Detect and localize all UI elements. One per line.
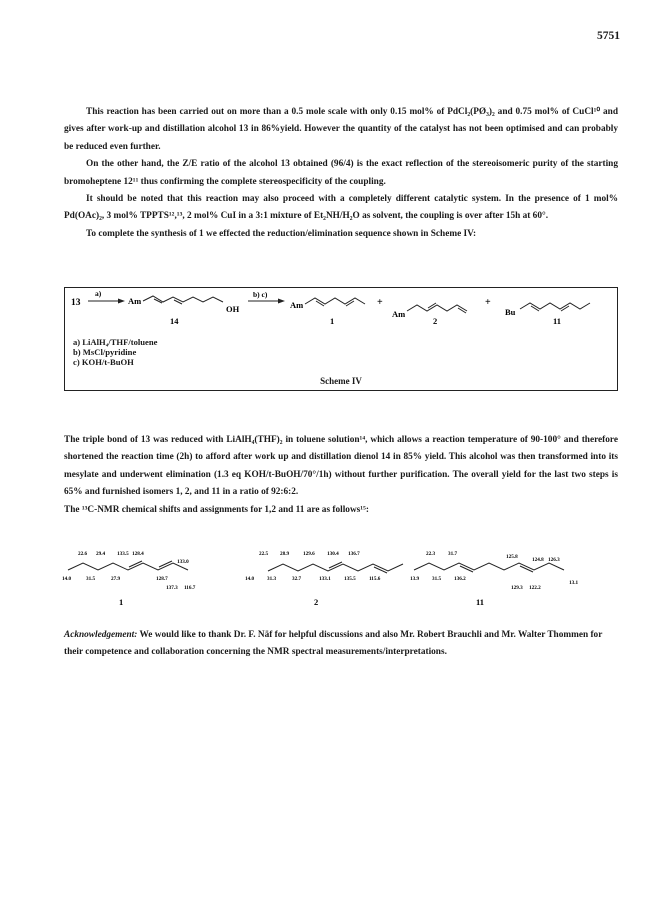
nmr-11-shift-top-4: 124.8 xyxy=(532,557,544,563)
nmr-2-shift-bottom-5: 135.5 xyxy=(344,576,356,582)
arrow-a-head xyxy=(118,299,125,304)
nmr-11-shift-top-2: 31.7 xyxy=(448,551,458,557)
am-label-2: Am xyxy=(392,309,406,319)
structure-2-double-1 xyxy=(428,303,436,308)
scheme-title: Scheme IV xyxy=(320,376,362,386)
nmr-1-shift-bottom-3: 27.9 xyxy=(111,576,121,582)
nmr-structures xyxy=(56,546,626,608)
compound-2-label: 2 xyxy=(433,316,438,326)
nmr-11-shift-lower-2: 122.2 xyxy=(529,585,541,591)
nmr-2-shift-top-2: 28.9 xyxy=(280,551,290,557)
nmr-1-shift-top-5: 133.0 xyxy=(177,559,189,565)
nmr-2-shift-top-5: 136.7 xyxy=(348,551,360,557)
compound-1-label: 1 xyxy=(330,316,335,326)
compound-13-label: 13 xyxy=(71,298,81,308)
nmr-1-shift-top-4: 128.4 xyxy=(132,551,144,557)
structure-2-double-2 xyxy=(458,308,466,313)
nmr-11-shift-top-5: 126.3 xyxy=(548,557,560,563)
step-a-label: a) xyxy=(95,289,102,298)
nmr-2-shift-top-4: 130.4 xyxy=(327,551,339,557)
nmr-2-label: 2 xyxy=(314,597,319,607)
plus-sign-1: + xyxy=(377,297,383,308)
nmr-11-shift-bottom-3: 136.2 xyxy=(454,576,466,582)
nmr-11-shift-bottom-2: 31.5 xyxy=(432,576,442,582)
nmr-11-label: 11 xyxy=(476,597,485,607)
reagent-note-a: a) LiAlH₄/THF/toluene xyxy=(73,337,158,347)
nmr-1-shift-bottom-4: 128.7 xyxy=(156,576,168,582)
structure-11 xyxy=(520,303,590,309)
plus-sign-2: + xyxy=(485,297,491,308)
structure-1 xyxy=(305,298,365,304)
nmr-2-shift-top-3: 129.6 xyxy=(303,551,315,557)
reagent-note-c: c) KOH/t-BuOH xyxy=(73,357,134,367)
nmr-2-shift-bottom-2: 31.3 xyxy=(267,576,277,582)
body-text-top xyxy=(64,104,618,243)
step-bc-label: b) c) xyxy=(253,290,268,299)
nmr-2-shift-bottom-1: 14.0 xyxy=(245,576,255,582)
structure-1-double-1 xyxy=(316,301,324,306)
nmr-2-shift-bottom-3: 32.7 xyxy=(292,576,302,582)
paragraph-6: The ¹³C-NMR chemical shifts and assignments for 1,2 and 11 are as follows¹⁵: xyxy=(64,504,369,515)
am-label-14: Am xyxy=(128,296,142,306)
structure-11-double-2 xyxy=(561,306,569,311)
structure-11-double-1 xyxy=(531,306,539,311)
acknowledgement xyxy=(64,627,618,662)
nmr-1-shift-bottom-2: 31.5 xyxy=(86,576,96,582)
nmr-1-shift-lower-2: 116.7 xyxy=(184,585,196,591)
reagent-note-b: b) MsCl/pyridine xyxy=(73,347,137,357)
nmr-2-shift-bottom-4: 133.1 xyxy=(319,576,331,582)
compound-14-label: 14 xyxy=(170,316,179,326)
structure-1-double-2 xyxy=(346,301,354,306)
acknowledgement-text: We would like to thank Dr. F. Näf for helpful discussions and also Mr. Robert Brauchli and Mr. Walter Thommen for their competence and collaboration concerning the NMR spectral measurements/interpretations. xyxy=(64,630,603,658)
oh-label: OH xyxy=(226,304,240,314)
paragraph-4: To complete the synthesis of 1 we effected the reduction/elimination sequence shown in Scheme IV: xyxy=(86,228,477,239)
compound-11-label: 11 xyxy=(553,316,562,326)
nmr-1-shift-bottom-1: 14.0 xyxy=(62,576,72,582)
body-text-bottom xyxy=(64,432,618,519)
nmr-1-shift-lower-1: 137.3 xyxy=(166,585,178,591)
nmr-structure-1 xyxy=(68,563,188,570)
page-number: 5751 xyxy=(597,30,620,42)
nmr-11-shift-lower-1: 129.3 xyxy=(511,585,523,591)
paragraph-5: The triple bond of 13 was reduced with LiAlH₄(THF)₂ in toluene solution¹⁴, which allows a reaction temperature of 90-100° and therefore shortened the reaction time (2h) to afford after work up and distillation dienol 14 in 85% yield. This alcohol was then transformed into its mesylate and underwent elimination (1.3 eq KOH/t-BuOH/70°/1h) without further purification. The overall yield for the last two steps is 65% and furnished isomers 1, 2, and 11 in a ratio of 92:6:2. xyxy=(64,435,618,498)
nmr-1-shift-top-1: 22.6 xyxy=(78,551,88,557)
scheme-iv-box xyxy=(64,287,618,391)
paragraph-2: On the other hand, the Z/E ratio of the alcohol 13 obtained (96/4) is the exact reflection of the stereoisomeric purity of the starting bromoheptene 12¹¹ thus confirming the complete stereospecificity of the coupling. xyxy=(64,159,618,187)
nmr-2-shift-bottom-6: 115.6 xyxy=(369,576,381,582)
nmr-1-label: 1 xyxy=(119,597,124,607)
arrow-bc-head xyxy=(278,299,285,304)
paragraph-3: It should be noted that this reaction may also proceed with a completely different catalytic system. In the presence of 1 mol% Pd(OAc)₂, 3 mol% TPPTS¹²,¹³, 2 mol% CuI in a 3:1 mixture of Et₂NH/H₂O as solvent, the coupling is over after 15h at 60°. xyxy=(64,194,618,222)
acknowledgement-heading: Acknowledgement: xyxy=(64,630,138,640)
paragraph-1: This reaction has been carried out on more than a 0.5 mole scale with only 0.15 mol% of PdCl₂(PØ₃)₂ and 0.75 mol% of CuCl¹⁰ and gives after work-up and distillation alcohol 13 in 86%yield. However the quantity of the catalyst has not been optimised and can probably be reduced even further. xyxy=(64,107,618,152)
nmr-11-shift-bottom-4: 13.1 xyxy=(569,580,579,586)
nmr-1-shift-top-2: 29.4 xyxy=(96,551,106,557)
nmr-11-shift-top-1: 22.3 xyxy=(426,551,436,557)
am-label-1: Am xyxy=(290,300,304,310)
nmr-2-shift-top-1: 22.5 xyxy=(259,551,269,557)
nmr-assignments xyxy=(56,546,626,608)
nmr-1-shift-top-3: 133.5 xyxy=(117,551,129,557)
bu-label-11: Bu xyxy=(505,307,516,317)
scheme-reagent-notes xyxy=(73,337,157,367)
nmr-structure-11 xyxy=(414,563,564,570)
nmr-11-shift-bottom-1: 13.9 xyxy=(410,576,420,582)
nmr-11-shift-top-3: 125.8 xyxy=(506,554,518,560)
